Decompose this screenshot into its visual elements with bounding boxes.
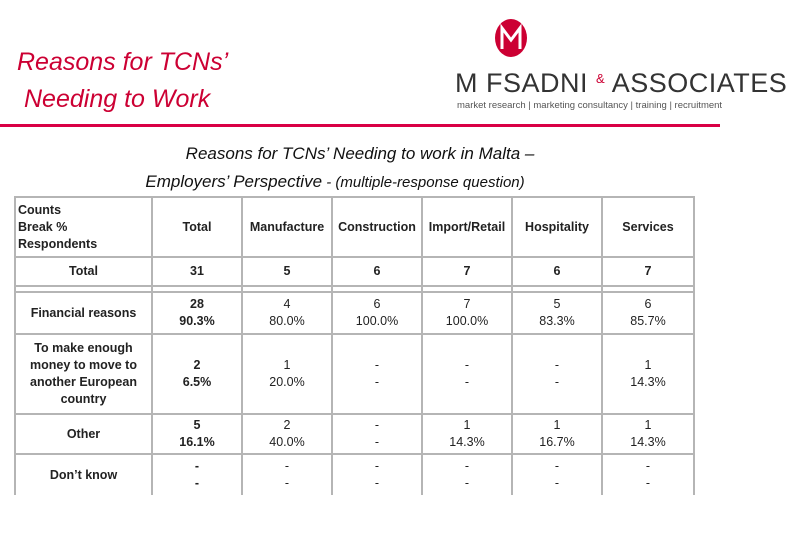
cell-count: 28 — [190, 297, 204, 311]
corner-header — [14, 196, 153, 258]
table-cell — [243, 455, 333, 495]
cell-percent: - — [645, 476, 651, 490]
table-cell — [603, 415, 695, 455]
cell-count: - — [284, 459, 290, 473]
cell-percent: 14.3% — [630, 375, 666, 389]
table-cell: 6 — [513, 258, 603, 287]
cell-count: 6 — [373, 297, 381, 311]
cell-count: - — [554, 358, 560, 372]
title-line-2: Needing to Work — [24, 85, 211, 113]
table-cell: 7 — [603, 258, 695, 287]
cell-percent: 90.3% — [179, 314, 215, 328]
table-cell — [513, 335, 603, 415]
cell-count: 1 — [553, 418, 561, 432]
cell-percent: 20.0% — [269, 375, 305, 389]
table-cell: 6 — [333, 258, 423, 287]
cell-count: - — [374, 418, 380, 432]
table-cell: 5 — [243, 258, 333, 287]
table-cell — [243, 335, 333, 415]
table-cell — [243, 293, 333, 335]
row-label-line: money to move to — [30, 358, 137, 372]
cell-percent: 100.0% — [355, 314, 399, 328]
column-header-total: Total — [153, 196, 243, 258]
table-row — [14, 293, 695, 335]
cell-count: - — [464, 358, 470, 372]
cell-count: 7 — [463, 297, 471, 311]
cell-count: - — [374, 358, 380, 372]
subtitle-line-2-wrap — [0, 168, 720, 197]
table-cell — [513, 415, 603, 455]
table-row — [14, 455, 695, 495]
subtitle-note: - (multiple-response question) — [322, 174, 525, 191]
subtitle-line-2: Employers’ Perspective — [145, 172, 323, 191]
cell-percent: 6.5% — [182, 375, 212, 389]
cell-percent: 80.0% — [269, 314, 305, 328]
corner-line: Counts — [18, 202, 62, 217]
company-logo — [455, 18, 787, 114]
row-label — [14, 415, 153, 455]
table-cell — [423, 455, 513, 495]
table-cell — [333, 335, 423, 415]
column-header-hospitality: Hospitality — [513, 196, 603, 258]
column-header-construction: Construction — [333, 196, 423, 258]
table-cell — [333, 293, 423, 335]
cell-count: 1 — [463, 418, 471, 432]
table-cell — [603, 455, 695, 495]
column-header-manufacture: Manufacture — [243, 196, 333, 258]
cell-count: - — [464, 459, 470, 473]
row-label — [14, 335, 153, 415]
table-cell — [333, 455, 423, 495]
table-cell — [243, 415, 333, 455]
cell-count: 4 — [283, 297, 291, 311]
row-label: Total — [14, 258, 153, 287]
logo-company-name — [455, 68, 787, 99]
cell-percent: - — [374, 375, 380, 389]
cell-percent: - — [464, 476, 470, 490]
table-cell: 7 — [423, 258, 513, 287]
row-label — [14, 455, 153, 495]
corner-line: Break % — [18, 219, 68, 234]
table-cell — [513, 293, 603, 335]
table-cell — [153, 415, 243, 455]
title-line-1: Reasons for TCNs’ — [17, 48, 229, 76]
cell-percent: - — [554, 375, 560, 389]
corner-line: Respondents — [18, 236, 98, 251]
table-heading — [0, 140, 720, 197]
slide-title — [17, 44, 228, 118]
cell-percent: - — [284, 476, 290, 490]
logo-tagline: market research | marketing consultancy | training | recruitment — [457, 100, 723, 111]
column-header-import-retail: Import/Retail — [423, 196, 513, 258]
logo-name-right: ASSOCIATES — [611, 68, 787, 98]
cell-percent: 16.7% — [539, 435, 575, 449]
logo-ampersand: & — [596, 71, 606, 86]
cell-percent: - — [464, 375, 470, 389]
logo-m-mark-icon — [494, 18, 528, 58]
row-label-line: To make enough — [34, 341, 133, 355]
cell-percent: 100.0% — [445, 314, 489, 328]
table-cell — [513, 455, 603, 495]
cell-percent: 14.3% — [449, 435, 485, 449]
table-cell — [423, 293, 513, 335]
cell-count: 1 — [644, 418, 652, 432]
row-label — [14, 293, 153, 335]
cell-percent: 14.3% — [630, 435, 666, 449]
row-label-line: country — [60, 392, 107, 406]
cell-count: 5 — [553, 297, 561, 311]
row-label-line: Other — [66, 426, 101, 441]
table-row — [14, 335, 695, 415]
cell-percent: 85.7% — [630, 314, 666, 328]
table-cell — [333, 415, 423, 455]
table-cell: 31 — [153, 258, 243, 287]
table-cell — [153, 293, 243, 335]
cell-count: - — [374, 459, 380, 473]
table-cell — [153, 455, 243, 495]
cell-percent: 40.0% — [269, 435, 305, 449]
cell-count: - — [194, 459, 200, 473]
table-cell — [423, 415, 513, 455]
cell-count: 1 — [644, 358, 652, 372]
cell-percent: - — [374, 476, 380, 490]
cell-percent: 83.3% — [539, 314, 575, 328]
total-row — [14, 258, 695, 287]
cell-percent: 16.1% — [179, 435, 215, 449]
column-header-services: Services — [603, 196, 695, 258]
table-cell — [603, 293, 695, 335]
subtitle-line-1: Reasons for TCNs’ Needing to work in Malta – — [185, 144, 535, 163]
cell-count: - — [554, 459, 560, 473]
header-row — [14, 196, 695, 258]
cell-percent: - — [194, 476, 200, 490]
results-table — [14, 196, 695, 495]
logo-name-left: M FSADNI — [455, 68, 589, 98]
header-divider — [0, 124, 720, 127]
row-label-line: Financial reasons — [30, 305, 137, 320]
row-label-line: another European — [30, 375, 137, 389]
cell-percent: - — [554, 476, 560, 490]
cell-count: 2 — [193, 358, 201, 372]
table-row — [14, 415, 695, 455]
cell-count: 5 — [193, 418, 201, 432]
cell-count: 2 — [283, 418, 291, 432]
cell-count: 1 — [283, 358, 291, 372]
cell-count: 6 — [644, 297, 652, 311]
cell-count: - — [645, 459, 651, 473]
table-cell — [603, 335, 695, 415]
table-cell — [153, 335, 243, 415]
row-label-line: Don’t know — [49, 467, 118, 482]
table-cell — [423, 335, 513, 415]
cell-percent: - — [374, 435, 380, 449]
